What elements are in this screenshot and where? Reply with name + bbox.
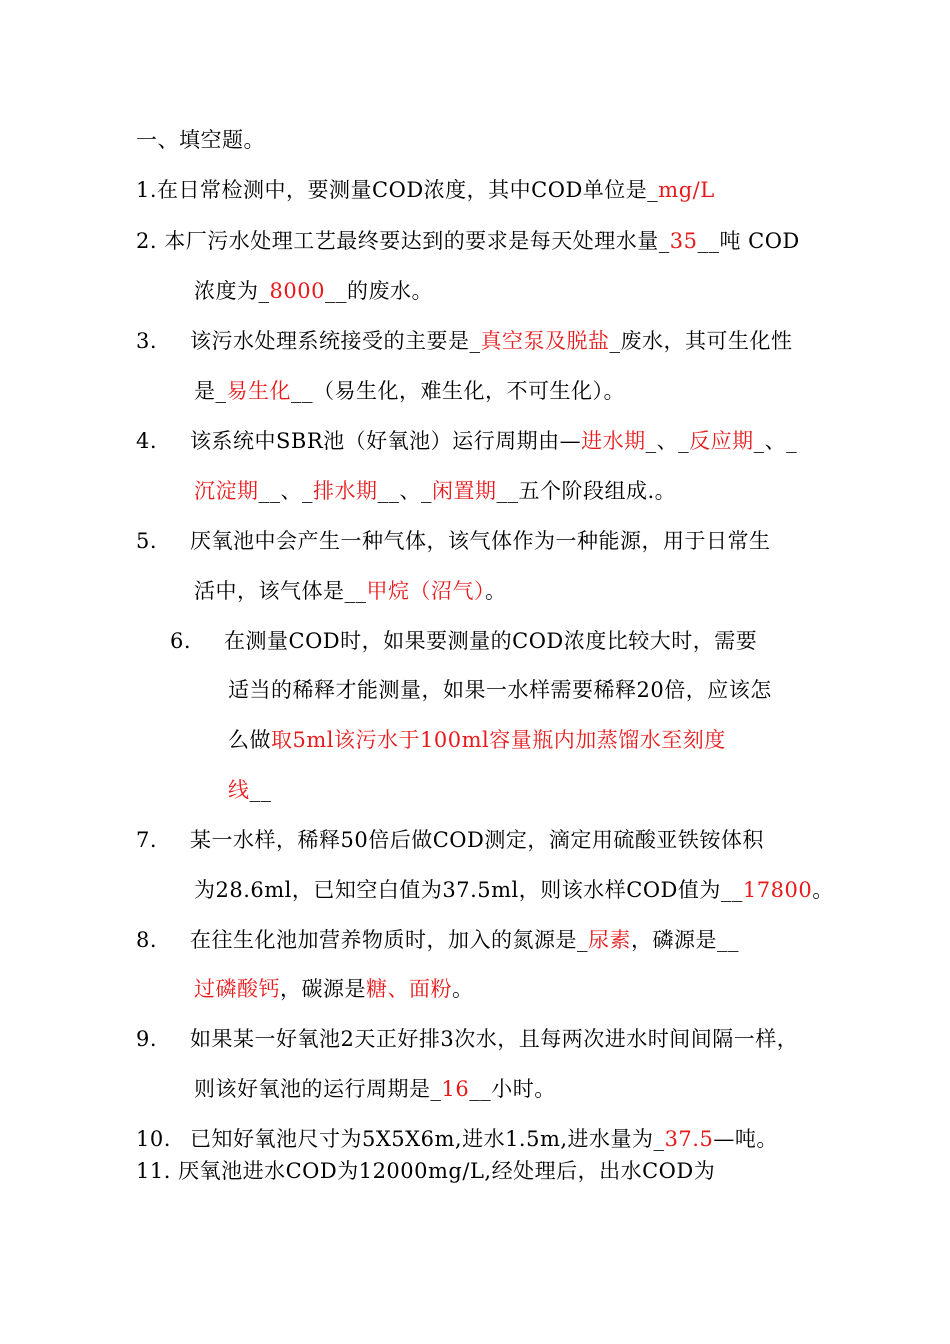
question-5-number: 5.	[136, 529, 158, 553]
answer: 尿素	[588, 928, 631, 952]
question-5-line-2	[194, 578, 507, 604]
question-text: 该污水处理系统接受的主要是_	[190, 329, 481, 353]
question-2-line-2	[194, 278, 433, 304]
answer: 35	[669, 229, 698, 253]
question-3-line-1	[190, 328, 793, 354]
question-text: __的废水。	[324, 279, 433, 303]
question-text: 该系统中SBR池（好氧池）运行周期由—	[190, 429, 582, 453]
question-6-number: 6.	[170, 629, 192, 653]
question-7-line-2	[194, 877, 834, 903]
answer: 8000	[269, 279, 325, 303]
answer: 过磷酸钙	[194, 977, 280, 1001]
question-text: __、_	[377, 479, 432, 503]
question-text: __（易生化，难生化，不可生化）。	[291, 379, 625, 403]
question-text: __吨 COD	[697, 229, 800, 253]
answer: 糖、面粉	[366, 977, 452, 1001]
question-text: ，碳源是	[280, 977, 366, 1001]
answer: 线	[228, 778, 250, 802]
question-text: 如果某一好氧池2天正好排3次水，且每两次进水时间间隔一样，	[190, 1027, 799, 1051]
question-8-line-1	[190, 927, 739, 953]
question-3-line-2	[194, 378, 625, 404]
question-text: 是_	[194, 379, 227, 403]
answer: 排水期	[313, 479, 378, 503]
question-text: 厌氧池中会产生一种气体，该气体作为一种能源，用于日常生	[190, 529, 771, 553]
question-text: 适当的稀释才能测量，如果一水样需要稀释20倍，应该怎	[228, 678, 772, 702]
question-text: _、_	[645, 429, 690, 453]
question-3-number: 3.	[136, 329, 158, 353]
question-text: 。	[812, 878, 834, 902]
answer: 16	[441, 1077, 470, 1101]
answer: 取5ml该污水于100ml容量瓶内加蒸馏水至刻度	[271, 728, 726, 752]
question-text: 在测量COD时，如果要测量的COD浓度比较大时，需要	[224, 629, 758, 653]
question-text: 已知好氧池尺寸为5X5X6m,进水1.5m,进水量为_	[190, 1127, 665, 1151]
question-10-line-1	[190, 1126, 778, 1152]
question-4-number: 4.	[136, 429, 158, 453]
question-5-line-1	[190, 528, 771, 554]
question-text: 厌氧池进水COD为12000mg/L,经处理后，出水COD为	[178, 1159, 716, 1183]
question-text: 在日常检测中，要测量COD浓度，其中COD单位是_	[157, 178, 659, 202]
answer: mg/L	[658, 178, 715, 202]
question-2-line-1	[136, 228, 800, 254]
question-1	[136, 177, 715, 203]
question-text: 某一水样，稀释50倍后做COD测定，滴定用硫酸亚铁铵体积	[190, 828, 764, 852]
question-text: __五个阶段组成.。	[496, 479, 677, 503]
question-text: 么做	[228, 728, 271, 752]
question-text: ，磷源是__	[631, 928, 739, 952]
question-6-line-4	[228, 777, 272, 803]
answer: 沉淀期	[194, 479, 259, 503]
question-9-line-1	[190, 1026, 798, 1052]
question-text: _废水，其可生化性	[609, 329, 793, 353]
question-text: 在往生化池加营养物质时，加入的氮源是_	[190, 928, 588, 952]
answer: 闲置期	[432, 479, 497, 503]
question-8-line-2	[194, 976, 474, 1002]
question-text: _、_	[753, 429, 798, 453]
question-7-line-1	[190, 827, 764, 853]
question-text: 。	[452, 977, 474, 1001]
question-4-line-1	[190, 428, 797, 454]
question-9-line-2	[194, 1076, 556, 1102]
question-6-line-1	[224, 628, 757, 654]
answer: 甲烷（沼气）	[366, 579, 485, 603]
section-title: 一、填空题。	[136, 128, 265, 152]
question-8-number: 8.	[136, 928, 158, 952]
question-11	[136, 1158, 715, 1184]
question-text: __小时。	[469, 1077, 556, 1101]
question-text: __	[249, 778, 272, 802]
question-7-number: 7.	[136, 828, 158, 852]
question-text: —吨。	[713, 1127, 778, 1151]
question-6-line-2	[228, 677, 772, 703]
question-text: 浓度为_	[194, 279, 270, 303]
question-text: 本厂污水处理工艺最终要达到的要求是每天处理水量_	[164, 229, 670, 253]
question-number: 2.	[136, 229, 158, 253]
question-number: 1.	[136, 178, 158, 202]
question-6-line-3	[228, 727, 726, 753]
question-text: 活中，该气体是__	[194, 579, 367, 603]
question-text: 为28.6ml，已知空白值为37.5ml，则该水样COD值为__	[194, 878, 743, 902]
answer: 反应期	[689, 429, 754, 453]
question-number: 11.	[136, 1159, 171, 1183]
question-4-line-2	[194, 478, 676, 504]
question-text: 则该好氧池的运行周期是_	[194, 1077, 442, 1101]
question-text: 。	[485, 579, 507, 603]
question-text: __、_	[258, 479, 313, 503]
question-10-number: 10.	[136, 1127, 171, 1151]
answer: 进水期	[581, 429, 646, 453]
answer: 17800	[742, 878, 813, 902]
answer: 易生化	[226, 379, 291, 403]
question-9-number: 9.	[136, 1027, 158, 1051]
answer: 37.5	[664, 1127, 714, 1151]
answer: 真空泵及脱盐	[480, 329, 610, 353]
